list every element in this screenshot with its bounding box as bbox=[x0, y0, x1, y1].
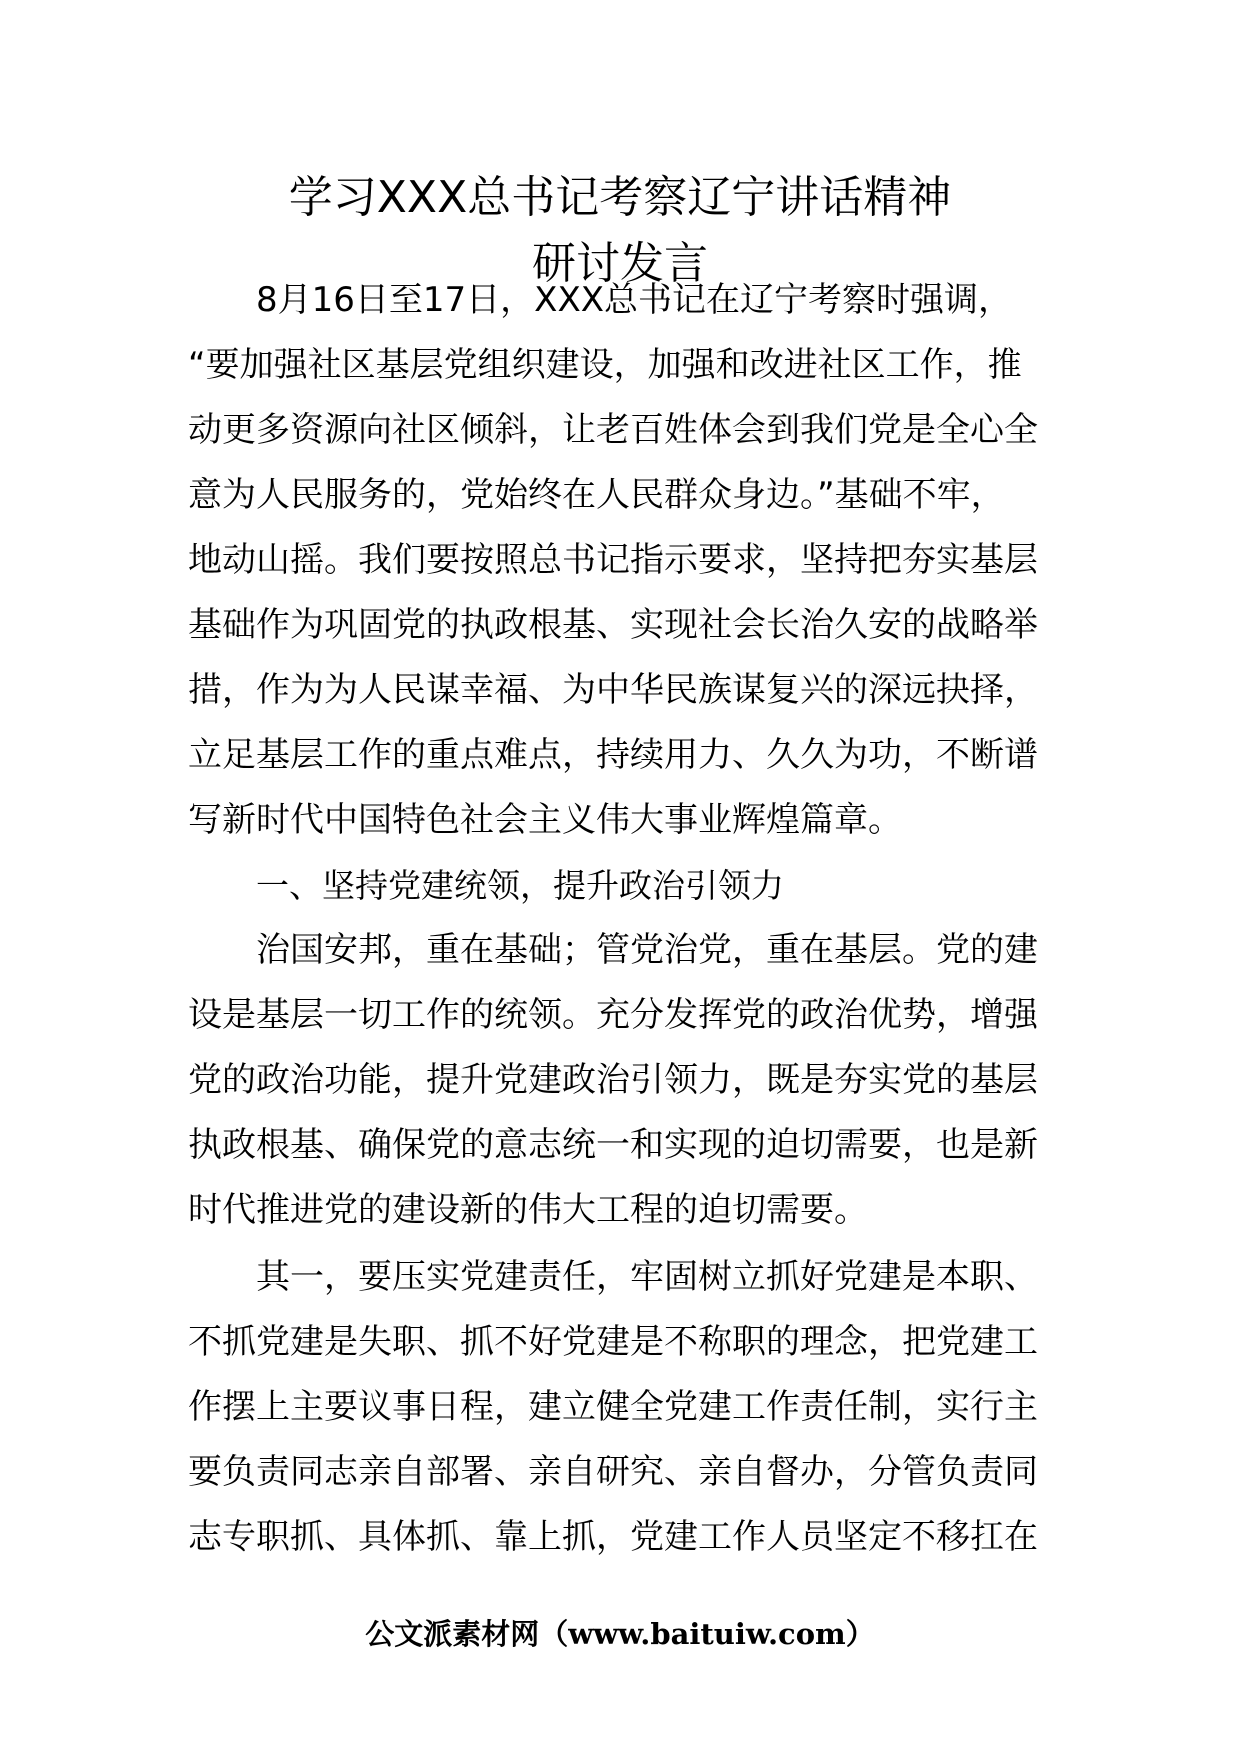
paragraph-line: 设是基层一切工作的统领。充分发挥党的政治优势，增强 bbox=[188, 995, 1038, 1035]
paragraph-line: 执政根基、确保党的意志统一和实现的迫切需要，也是新 bbox=[188, 1125, 1038, 1165]
document-title-line1: 学习XXX总书记考察辽宁讲话精神 bbox=[288, 172, 952, 223]
paragraph-line: 8月16日至17日，XXX总书记在辽宁考察时强调， bbox=[256, 280, 1013, 320]
section-heading: 一、坚持党建统领，提升政治引领力 bbox=[256, 866, 784, 905]
paragraph-line: 立足基层工作的重点难点，持续用力、久久为功，不断谱 bbox=[188, 735, 1038, 775]
paragraph-line: 不抓党建是失职、抓不好党建是不称职的理念，把党建工 bbox=[188, 1322, 1038, 1362]
paragraph-line: 意为人民服务的，党始终在人民群众身边。”基础不牢， bbox=[188, 475, 1005, 515]
paragraph-line: 时代推进党的建设新的伟大工程的迫切需要。 bbox=[188, 1190, 868, 1230]
paragraph-line: 作摆上主要议事日程，建立健全党建工作责任制，实行主 bbox=[188, 1387, 1038, 1427]
paragraph-line: 要负责同志亲自部署、亲自研究、亲自督办，分管负责同 bbox=[188, 1452, 1038, 1492]
paragraph-line: 志专职抓、具体抓、靠上抓，党建工作人员坚定不移扛在 bbox=[188, 1517, 1038, 1557]
paragraph-line: 党的政治功能，提升党建政治引领力，既是夯实党的基层 bbox=[188, 1060, 1038, 1100]
paragraph-line: “要加强社区基层党组织建设，加强和改进社区工作，推 bbox=[188, 345, 1022, 385]
footer-watermark: 公文派素材网（www.baituiw.com） bbox=[365, 1617, 875, 1651]
paragraph-line: 地动山摇。我们要按照总书记指示要求，坚持把夯实基层 bbox=[188, 540, 1038, 580]
paragraph-line: 措，作为为人民谋幸福、为中华民族谋复兴的深远抉择， bbox=[188, 670, 1038, 710]
paragraph-line: 其一，要压实党建责任，牢固树立抓好党建是本职、 bbox=[256, 1257, 1038, 1297]
paragraph-line: 治国安邦，重在基础；管党治党，重在基层。党的建 bbox=[256, 930, 1038, 970]
paragraph-line: 基础作为巩固党的执政根基、实现社会长治久安的战略举 bbox=[188, 605, 1038, 645]
paragraph-line: 写新时代中国特色社会主义伟大事业辉煌篇章。 bbox=[188, 800, 902, 840]
paragraph-line: 动更多资源向社区倾斜，让老百姓体会到我们党是全心全 bbox=[188, 410, 1038, 450]
document-title-line2: 研讨发言 bbox=[532, 238, 708, 289]
document-body bbox=[188, 268, 1058, 1570]
